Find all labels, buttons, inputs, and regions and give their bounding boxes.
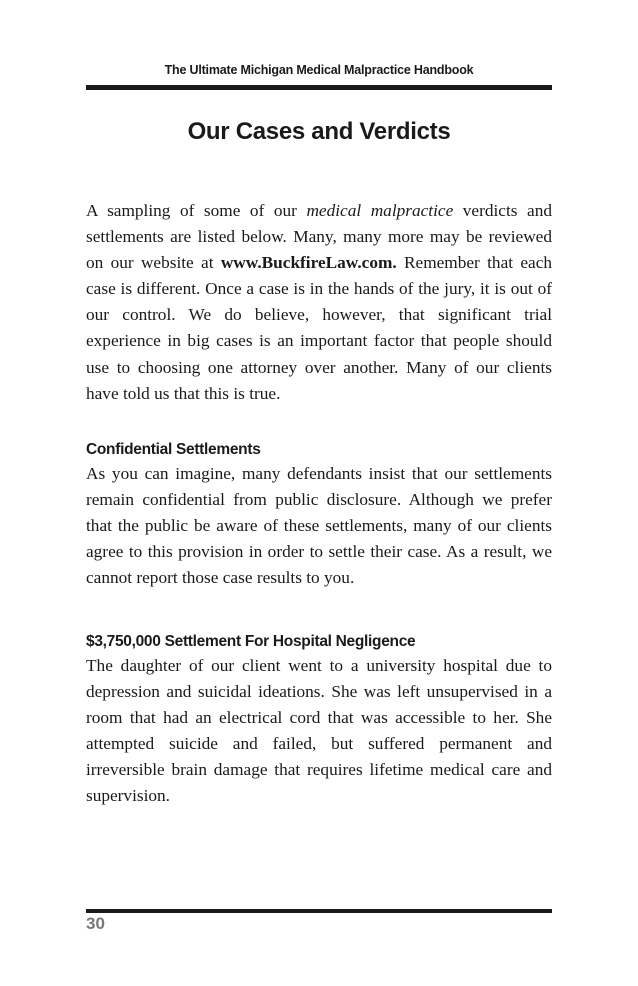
intro-emphasis: medical malpractice <box>306 201 454 220</box>
intro-paragraph <box>86 198 552 407</box>
section-text-confidential: As you can imagine, many defendants insist that our settlements remain confidential from public disclosure. Although we prefer that the public be aware of these settlements, many of our clients agree to this provision in order to settle their case. As a result, we cannot report those case results to you. <box>86 464 552 588</box>
section-text-hospital-negligence: The daughter of our client went to a university hospital due to depression and suicidal ideations. She was left unsupervised in a room that had an electrical cord that was accessible to her. She attempted suicide and failed, but suffered permanent and irreversible brain damage that requires lifetime medical care and supervision. <box>86 656 552 806</box>
intro-text-2: verdicts and settlements are listed below. Many, many more may be reviewed on our website at <box>86 201 552 273</box>
header-rule <box>86 85 552 90</box>
intro-text-1: A sampling of some of our <box>86 201 307 220</box>
intro-text-3: Remember that each case is different. Once a case is in the hands of the jury, it is out of our control. We do believe, however, that significant trial experience in big cases is an important factor that people should use to choosing one attorney over another. Many of our clients have told us that this is true. <box>86 253 553 403</box>
running-header: The Ultimate Michigan Medical Malpractice Handbook <box>164 63 474 77</box>
page-number: 30 <box>86 914 105 933</box>
website-link[interactable]: www.BuckfireLaw.com. <box>220 253 397 273</box>
footer-rule <box>86 909 552 913</box>
page-title: Our Cases and Verdicts <box>187 118 451 145</box>
section-heading-hospital-negligence: $3,750,000 Settlement For Hospital Negligence <box>86 633 416 650</box>
section-heading-confidential: Confidential Settlements <box>86 441 261 458</box>
